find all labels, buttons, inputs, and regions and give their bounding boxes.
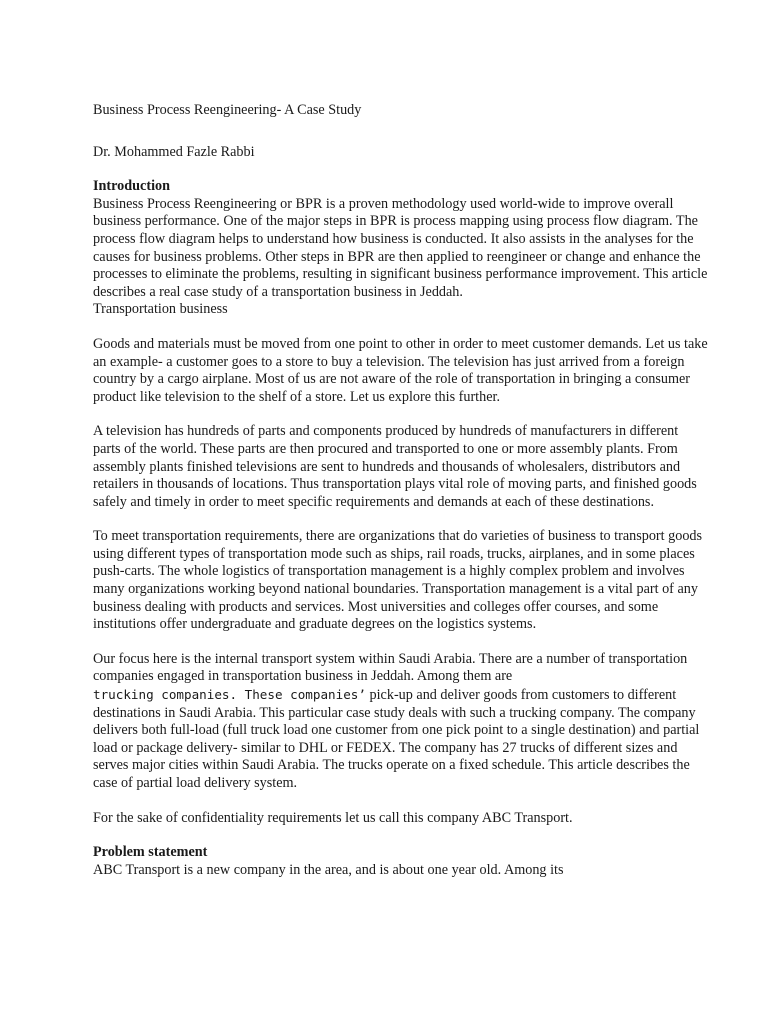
paragraph-transportation-requirements: To meet transportation requirements, there are organizations that do varieties of business to transport goods using different types of transportation mode such as ships, rail roads, trucks, airplanes, and in some places push-carts. The whole logistics of transportation management is a highly complex problem and involves many organizations working beyond national boundaries. Transportation management is a vital part of any business dealing with products and services. Most universities and colleges offer courses, and some institutions offer undergraduate and graduate degrees on the logistics systems. xyxy=(93,528,703,633)
author-name: Dr. Mohammed Fazle Rabbi xyxy=(93,143,255,160)
paragraph-internal-transport-end: pick-up and deliver goods from customers to different destinations in Saudi Arabia. This particular case study deals with such a trucking company. The company delivers both full-load (full truck load one customer from one pick point to a single destination) and partial load or package delivery- similar to DHL or FEDEX. The company has 27 trucks of different sizes and serves major cities within Saudi Arabia. The trucks operate on a fixed schedule. This article describes the case of partial load delivery system. xyxy=(93,687,700,791)
problem-statement-paragraph: ABC Transport is a new company in the area, and is about one year old. Among its xyxy=(93,861,564,878)
document-title: Business Process Reengineering- A Case Study xyxy=(93,102,362,118)
paragraph-goods-and-materials: Goods and materials must be moved from one point to other in order to meet customer demands. Let us take an example- a customer goes to a store to buy a television. The television has just arrived from a foreign country by a cargo airplane. Most of us are not aware of the role of transportation in bringing a consumer product like television to the shelf of a store. Let us explore this further. xyxy=(93,335,708,405)
introduction-paragraph: Business Process Reengineering or BPR is a proven methodology used world-wide to improve overall business performance. One of the major steps in BPR is process mapping using process flow diagram. The process flow diagram helps to understand how business is conducted. It also assists in the analyses for the causes for business problems. Other steps in BPR are then applied to reengineer or change and enhance the processes to eliminate the problems, resulting in significant business performance improvement. This article describes a real case study of a transportation business in Jeddah. xyxy=(93,195,708,300)
introduction-heading: Introduction xyxy=(93,178,170,195)
paragraph-internal-transport xyxy=(93,651,708,793)
transportation-business-subheading: Transportation business xyxy=(93,301,228,318)
problem-statement-heading: Problem statement xyxy=(93,844,208,861)
paragraph-television-parts: A television has hundreds of parts and components produced by hundreds of manufacturers in different parts of the world. These parts are then procured and transported to one or more assembly plants. From assembly plants finished televisions are sent to hundreds and thousands of wholesalers, distributors and retailers in thousands of locations. Thus transportation plays vital role of moving parts, and finished goods safely and timely in order to meet specific requirements and demands at each of these destinations. xyxy=(93,423,697,510)
paragraph-internal-transport-start: Our focus here is the internal transport system within Saudi Arabia. There are a number of transportation companies engaged in transportation business in Jeddah. Among them are xyxy=(93,650,688,685)
paragraph-confidentiality: For the sake of confidentiality requirements let us call this company ABC Transport. xyxy=(93,809,573,826)
trucking-companies-phrase: trucking companies. These companies’ xyxy=(93,687,366,703)
